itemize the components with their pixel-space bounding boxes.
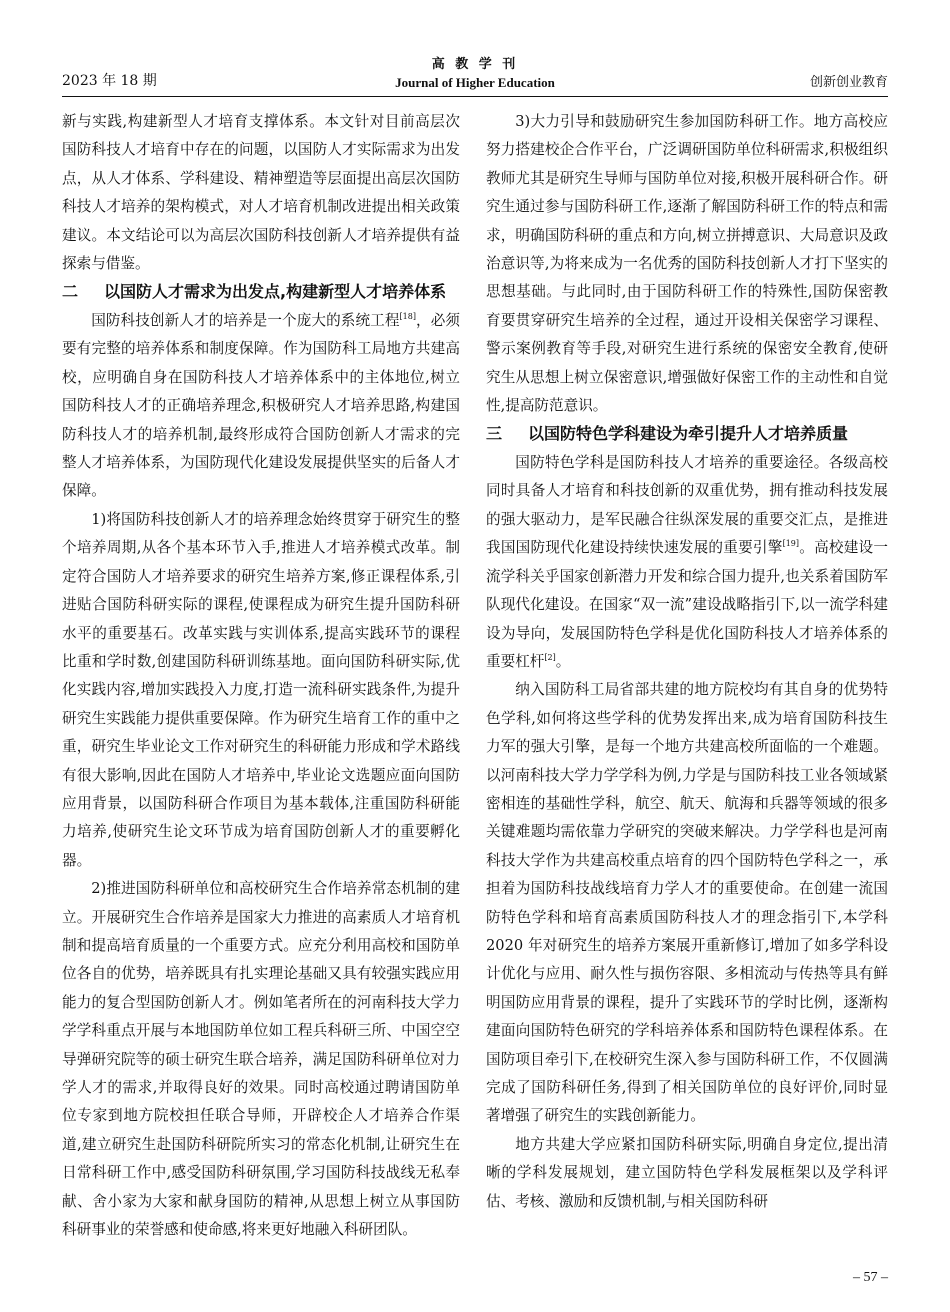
section-heading-2 (62, 278, 460, 307)
issue-label: 2023 年 18 期 (62, 73, 157, 89)
section-number: 二 (62, 282, 79, 302)
section-title: 以国防特色学科建设为牵引提升人才培养质量 (528, 424, 849, 444)
citation-ref: [19] (782, 539, 799, 549)
paragraph (486, 449, 888, 676)
paragraph-text: 国防特色学科是国防科技人才培养的重要途径。各级高校同时具备人才培育和科技创新的双重优势，拥有推动科技发展的强大驱动力，是军民融合往纵深发展的重要交汇点，是推进我国国防现代化建设持续快速发展的重要引擎 (486, 454, 888, 557)
paragraph (62, 307, 460, 506)
journal-title-en: Journal of Higher Education (395, 75, 555, 90)
left-column (62, 108, 460, 1244)
column-label: 创新创业教育 (809, 75, 888, 90)
citation-ref: [18] (399, 312, 416, 322)
section-heading-3 (486, 420, 888, 449)
right-column (486, 108, 888, 1216)
journal-title (62, 56, 888, 92)
paragraph: 地方共建大学应紧扣国防科研实际,明确自身定位,提出清晰的学科发展规划，建立国防特色学科发展框架以及学科评估、考核、激励和反馈机制,与相关国防科研 (486, 1135, 888, 1210)
journal-title-cn: 高 教 学 刊 (431, 57, 519, 72)
paragraph: 1)将国防科技创新人才的培养理念始终贯穿于研究生的整个培养周期,从各个基本环节入手,推进人才培养模式改革。制定符合国防人才培养要求的研究生培养方案,修正课程体系,引进贴合国防科研实际的课程,使课程成为研究生提升国防科研水平的重要基石。改革实践与实训体系,提高实践环节的课程比重和学时数,创建国防科研训练基地。面向国防科研实际,优化实践内容,增加实践投入力度,打造一流科研实践条件,为提升研究生实践能力提供重要保障。作为研究生培育工作的重中之重，研究生毕业论文工作对研究生的科研能力形成和学术路线有很大影响,因此在国防人才培养中,毕业论文选题应面向国防应用背景，以国防科研合作项目为基本载体,注重国防科研能力培养,使研究生论文环节成为培育国防创新人才的重要孵化器。 (62, 510, 460, 869)
section-number: 三 (486, 424, 503, 444)
paragraph: 纳入国防科工局省部共建的地方院校均有其自身的优势特色学科,如何将这些学科的优势发挥出来,成为培育国防科技生力军的强大引擎，是每一个地方共建高校所面临的一个难题。以河南科技大学力学学科为例,力学是与国防科技工业各领域紧密相连的基础性学科，航空、航天、航海和兵器等领域的很多关键难题均需依靠力学研究的突破来解决。力学学科也是河南科技大学作为共建高校重点培育的四个国防特色学科之一，承担着为国防科技战线培育力学人才的重要使命。在创建一流国防特色学科和培育高素质国防科技人才的理念指引下,本学科 2020 年对研究生的培养方案展开重新修订,增加了如多学科设计优化与应用、耐久性与损伤容限、多相流动与传热等具有鲜明国防应用背景的课程，提升了实践环节的学时比例，逐渐构建面向国防特色研究的学科培养体系和国防特色课程体系。在国防项目牵引下,在校研究生深入参与国防科研工作，不仅圆满完成了国防科研任务,得到了相关国防单位的良好评价,同时显著增强了研究生的实践创新能力。 (486, 681, 888, 1125)
section-title: 以国防人才需求为出发点,构建新型人才培养体系 (104, 282, 447, 302)
paragraph-text: 。高校建设一流学科关乎国家创新潜力开发和综合国力提升,也关系着国防军队现代化建设。在国家“双一流”建设战略指引下,以一流学科建设为导向，发展国防特色学科是优化国防科技人才培养体系的重要杠杆 (486, 539, 888, 670)
page-header (62, 56, 888, 97)
paragraph-text: ，必须要有完整的培养体系和制度保障。作为国防科工局地方共建高校，应明确自身在国防科技人才培养体系中的主体地位,树立国防科技人才的正确培养理念,积极研究人才培养思路,构建国防科技人才的培养机制,最终形成符合国防创新人才需求的完整人才培养体系，为国防现代化建设发展提供坚实的后备人才保障。 (62, 312, 460, 500)
page-number: – 57 – (853, 1270, 888, 1285)
paragraph-text: 。 (555, 652, 571, 670)
citation-ref: [2] (544, 652, 556, 662)
paragraph: 2)推进国防科研单位和高校研究生合作培养常态机制的建立。开展研究生合作培养是国家大力推进的高素质人才培育机制和提高培育质量的一个重要方式。应充分利用高校和国防单位各自的优势，培养既具有扎实理论基础又具有较强实践应用能力的复合型国防创新人才。例如笔者所在的河南科技大学力学学科重点开展与本地国防单位如工程兵科研三所、中国空空导弹研究院等的硕士研究生联合培养，满足国防科研单位对力学人才的需求,并取得良好的效果。同时高校通过聘请国防单位专家到地方院校担任联合导师，开辟校企人才培养合作渠道,建立研究生赴国防科研院所实习的常态化机制,让研究生在日常科研工作中,感受国防科研氛围,学习国防科技战线无私奉献、舍小家为大家和献身国防的精神,从思想上树立从事国防科研事业的荣誉感和使命感,将来更好地融入科研团队。 (62, 880, 460, 1239)
paragraph-intro-end: 新与实践,构建新型人才培育支撑体系。本文针对目前高层次国防科技人才培育中存在的问题，以国防人才实际需求为出发点，从人才体系、学科建设、精神塑造等层面提出高层次国防科技人才培养的架构模式，对人才培育机制改进提出相关政策建议。本文结论可以为高层次国防科技创新人才培养提供有益探索与借鉴。 (62, 113, 460, 273)
paragraph-text: 国防科技创新人才的培养是一个庞大的系统工程 (91, 312, 400, 330)
paragraph: 3)大力引导和鼓励研究生参加国防科研工作。地方高校应努力搭建校企合作平台，广泛调研国防单位科研需求,积极组织教师尤其是研究生导师与国防单位对接,积极开展科研合作。研究生通过参与国防科研工作,逐渐了解国防科研工作的特点和需求，明确国防科研的重点和方向,树立拼搏意识、大局意识及政治意识等,为将来成为一名优秀的国防科技创新人才打下坚实的思想基础。与此同时,由于国防科研工作的特殊性,国防保密教育要贯穿研究生培养的全过程，通过开设相关保密学习课程、警示案例教育等手段,对研究生进行系统的保密安全教育,使研究生从思想上树立保密意识,增强做好保密工作的主动性和自觉性,提高防范意识。 (486, 113, 888, 415)
